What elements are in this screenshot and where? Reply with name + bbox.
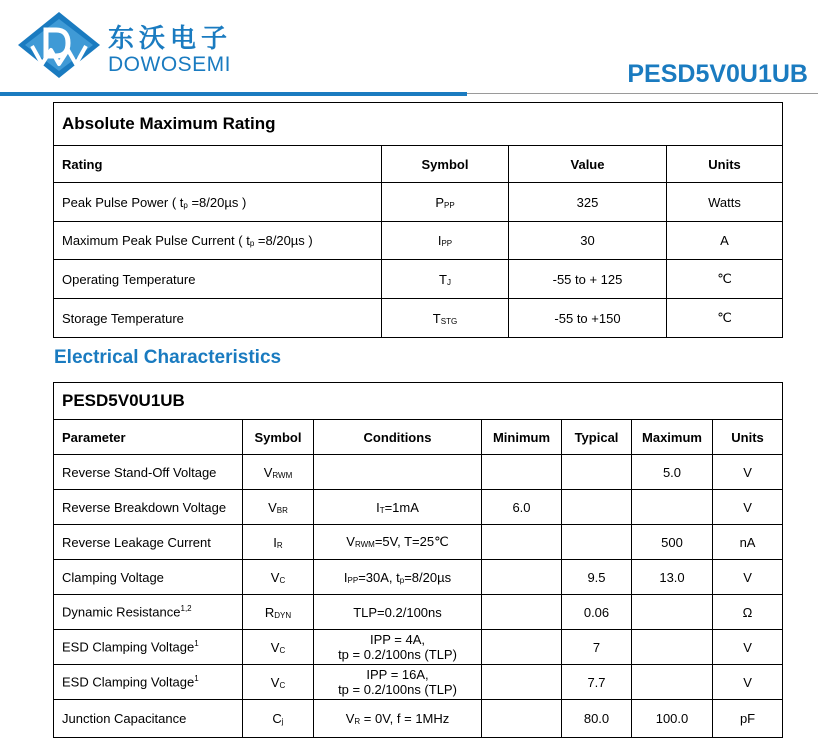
rating-symbol: $T_{STG}$ bbox=[382, 299, 509, 338]
parameter-maximum bbox=[632, 490, 713, 525]
parameter-typical bbox=[562, 525, 632, 560]
parameter-symbol: $I_R$ bbox=[243, 525, 314, 560]
parameter-symbol: $C_j$ bbox=[243, 700, 314, 738]
table-row bbox=[54, 490, 783, 525]
parameter-conditions: $V_R = 0V$, f = 1MHz bbox=[314, 700, 482, 738]
table-row bbox=[54, 560, 783, 595]
rating-value: 30 bbox=[509, 222, 667, 260]
column-header-maximum: Maximum bbox=[632, 420, 713, 455]
dowosemi-logo-icon bbox=[18, 12, 100, 78]
absolute-maximum-rating-table bbox=[53, 102, 783, 338]
rating-name: Operating Temperature bbox=[54, 260, 382, 299]
parameter-name: Reverse Breakdown Voltage bbox=[54, 490, 243, 525]
parameter-name: Junction Capacitance bbox=[54, 700, 243, 738]
parameter-typical bbox=[562, 490, 632, 525]
page-header bbox=[0, 0, 818, 100]
parameter-units: nA bbox=[713, 525, 783, 560]
parameter-maximum bbox=[632, 665, 713, 700]
column-header-symbol: Symbol bbox=[382, 146, 509, 183]
parameter-maximum: 13.0 bbox=[632, 560, 713, 595]
table-row bbox=[54, 630, 783, 665]
company-name-cn: 东沃电子 bbox=[108, 24, 233, 54]
parameter-minimum bbox=[482, 525, 562, 560]
parameter-name: ESD Clamping Voltage$^1$ bbox=[54, 665, 243, 700]
table-row bbox=[54, 183, 783, 222]
parameter-typical: 7.7 bbox=[562, 665, 632, 700]
parameter-units: pF bbox=[713, 700, 783, 738]
parameter-name: Clamping Voltage bbox=[54, 560, 243, 595]
electrical-characteristics-table bbox=[53, 382, 783, 738]
elec-table-title: PESD5V0U1UB bbox=[54, 383, 783, 420]
parameter-conditions bbox=[314, 455, 482, 490]
rating-symbol: $T_J$ bbox=[382, 260, 509, 299]
parameter-maximum bbox=[632, 595, 713, 630]
parameter-symbol: $V_{BR}$ bbox=[243, 490, 314, 525]
parameter-units: V bbox=[713, 560, 783, 595]
table-row bbox=[54, 665, 783, 700]
table-row bbox=[54, 260, 783, 299]
parameter-conditions: $V_{RWM}=5V$, T=25℃ bbox=[314, 525, 482, 560]
rating-value: -55 to +150 bbox=[509, 299, 667, 338]
parameter-typical bbox=[562, 455, 632, 490]
abs-max-title: Absolute Maximum Rating bbox=[54, 103, 783, 146]
table-row bbox=[54, 222, 783, 260]
parameter-maximum: 500 bbox=[632, 525, 713, 560]
parameter-minimum bbox=[482, 595, 562, 630]
parameter-units: V bbox=[713, 455, 783, 490]
parameter-units: Ω bbox=[713, 595, 783, 630]
parameter-conditions: TLP=0.2/100ns bbox=[314, 595, 482, 630]
parameter-symbol: $V_C$ bbox=[243, 560, 314, 595]
column-header-rating: Rating bbox=[54, 146, 382, 183]
parameter-minimum bbox=[482, 455, 562, 490]
parameter-conditions: $I_{PP}=30A$, $t_p=8/20\mu s$ bbox=[314, 560, 482, 595]
table-row bbox=[54, 299, 783, 338]
parameter-conditions: IPP = 16A, tp = 0.2/100ns (TLP) bbox=[314, 665, 482, 700]
rating-name: Maximum Peak Pulse Current ( $t_p =8/20\mu s$ ) bbox=[54, 222, 382, 260]
part-number-title: PESD5V0U1UB bbox=[627, 60, 808, 88]
parameter-maximum: 5.0 bbox=[632, 455, 713, 490]
parameter-typical: 80.0 bbox=[562, 700, 632, 738]
parameter-units: V bbox=[713, 630, 783, 665]
parameter-typical: 9.5 bbox=[562, 560, 632, 595]
parameter-minimum: 6.0 bbox=[482, 490, 562, 525]
parameter-units: V bbox=[713, 490, 783, 525]
rating-units: ℃ bbox=[667, 260, 783, 299]
parameter-name: Reverse Leakage Current bbox=[54, 525, 243, 560]
parameter-symbol: $V_{RWM}$ bbox=[243, 455, 314, 490]
column-header-parameter: Parameter bbox=[54, 420, 243, 455]
rating-value: -55 to + 125 bbox=[509, 260, 667, 299]
parameter-name: Dynamic Resistance$^{1,2}$ bbox=[54, 595, 243, 630]
column-header-units: Units bbox=[667, 146, 783, 183]
parameter-name: Reverse Stand-Off Voltage bbox=[54, 455, 243, 490]
electrical-characteristics-heading: Electrical Characteristics bbox=[54, 347, 282, 368]
table-row bbox=[54, 455, 783, 490]
rating-name: Peak Pulse Power ( $t_p =8/20\mu s$ ) bbox=[54, 183, 382, 222]
rating-symbol: $P_{PP}$ bbox=[382, 183, 509, 222]
parameter-minimum bbox=[482, 560, 562, 595]
parameter-name: ESD Clamping Voltage$^1$ bbox=[54, 630, 243, 665]
parameter-symbol: $V_C$ bbox=[243, 630, 314, 665]
parameter-units: V bbox=[713, 665, 783, 700]
parameter-symbol: $V_C$ bbox=[243, 665, 314, 700]
parameter-typical: 7 bbox=[562, 630, 632, 665]
column-header-conditions: Conditions bbox=[314, 420, 482, 455]
column-header-units: Units bbox=[713, 420, 783, 455]
table-row bbox=[54, 525, 783, 560]
parameter-conditions: $I_T=1mA$ bbox=[314, 490, 482, 525]
column-header-typical: Typical bbox=[562, 420, 632, 455]
rating-units: ℃ bbox=[667, 299, 783, 338]
rating-value: 325 bbox=[509, 183, 667, 222]
rating-units: A bbox=[667, 222, 783, 260]
table-row bbox=[54, 700, 783, 738]
rating-symbol: $I_{PP}$ bbox=[382, 222, 509, 260]
parameter-minimum bbox=[482, 700, 562, 738]
parameter-symbol: $R_{DYN}$ bbox=[243, 595, 314, 630]
header-accent-bar bbox=[0, 92, 467, 96]
parameter-maximum: 100.0 bbox=[632, 700, 713, 738]
parameter-minimum bbox=[482, 630, 562, 665]
column-header-value: Value bbox=[509, 146, 667, 183]
company-name-en: DOWOSEMI bbox=[108, 53, 231, 76]
parameter-maximum bbox=[632, 630, 713, 665]
parameter-minimum bbox=[482, 665, 562, 700]
column-header-symbol: Symbol bbox=[243, 420, 314, 455]
table-row bbox=[54, 595, 783, 630]
parameter-conditions: IPP = 4A, tp = 0.2/100ns (TLP) bbox=[314, 630, 482, 665]
rating-name: Storage Temperature bbox=[54, 299, 382, 338]
rating-units: Watts bbox=[667, 183, 783, 222]
parameter-typical: 0.06 bbox=[562, 595, 632, 630]
column-header-minimum: Minimum bbox=[482, 420, 562, 455]
